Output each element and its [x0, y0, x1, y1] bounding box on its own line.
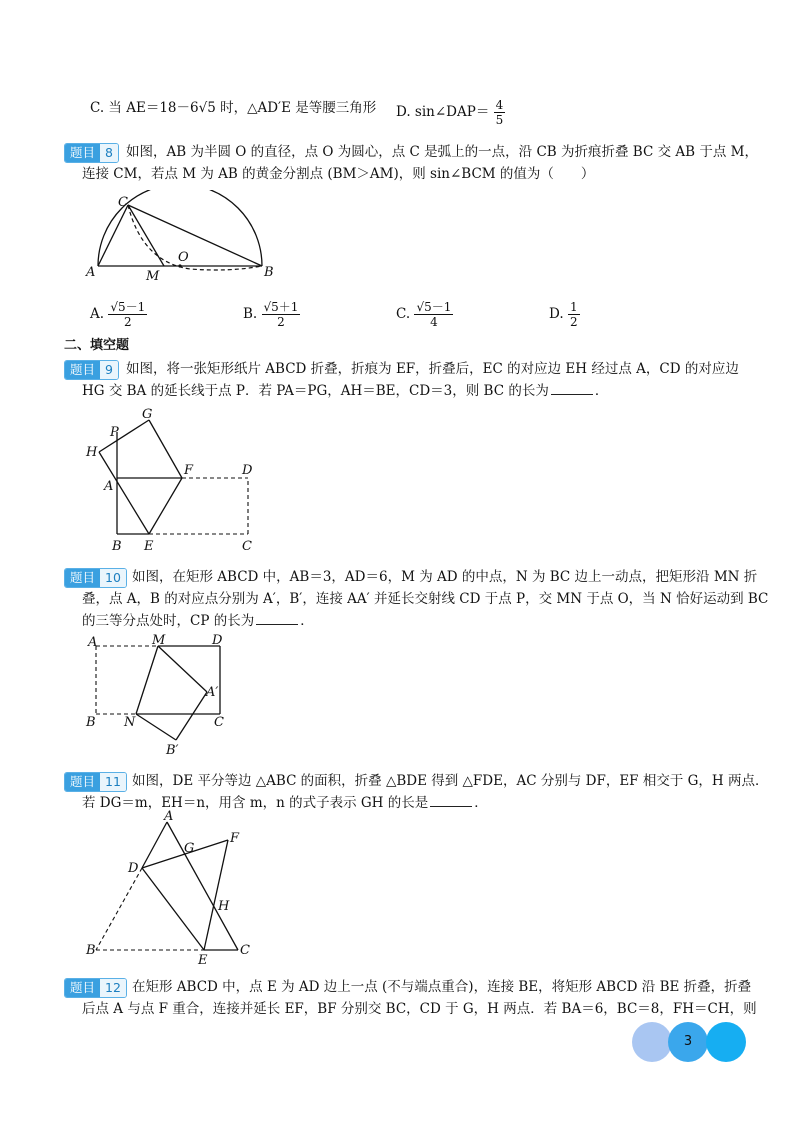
- option-fraction: [568, 300, 580, 329]
- question-tag-8: [64, 143, 119, 163]
- q7-option-d-text: D. sin∠DAP＝: [396, 104, 490, 120]
- q8-text-line2: 连接 CM，若点 M 为 AB 的黄金分割点 (BM＞AM)，则 sin∠BCM 的值为（ ）: [82, 166, 595, 182]
- q7-option-d-fraction: [494, 98, 506, 127]
- label-f: F: [230, 831, 240, 846]
- segment-b2n: [136, 714, 176, 740]
- q9-text-line1: 如图，将一张矩形纸片 ABCD 折叠，折痕为 EF，折叠后，EC 的对应边 EH 经过点 A，CD 的对应边: [126, 361, 739, 377]
- label-d: D: [128, 861, 139, 876]
- label-o: O: [178, 250, 189, 265]
- option-letter: B.: [243, 306, 258, 322]
- fraction-denominator: 4: [430, 315, 438, 329]
- q10-text-line1: 如图，在矩形 ABCD 中，AB＝3，AD＝6，M 为 AD 的中点，N 为 BC 边上一动点，把矩形沿 MN 折: [132, 569, 758, 585]
- label-h: H: [86, 445, 98, 460]
- option-letter: D.: [549, 306, 564, 322]
- label-m: M: [152, 633, 166, 648]
- label-b: B: [264, 265, 274, 280]
- q11-text: 若 DG＝m，EH＝n，用含 m，n 的式子表示 GH 的长是: [82, 795, 429, 811]
- question-tag-label: 题目: [65, 144, 100, 162]
- segment-de: [142, 868, 204, 950]
- label-d: D: [212, 633, 223, 648]
- question-tag-number: 11: [100, 773, 126, 791]
- q11-triangle-fold-figure: [80, 808, 260, 968]
- option-fraction: [414, 300, 453, 329]
- page-number-badge: [668, 1022, 708, 1062]
- section-title-fill-in: 二、填空题: [64, 338, 130, 353]
- label-g: G: [142, 407, 153, 422]
- question-tag-number: 8: [100, 144, 118, 162]
- q9-rectangle-fold-figure: [80, 400, 270, 560]
- label-m: M: [146, 269, 160, 280]
- q9-text-line2: [82, 381, 608, 401]
- label-b-prime: B′: [166, 743, 179, 758]
- page-number: 3: [683, 1034, 693, 1049]
- label-n: N: [124, 715, 136, 730]
- fraction-denominator: 2: [123, 315, 132, 329]
- answer-blank[interactable]: [430, 793, 472, 807]
- question-tag-label: 题目: [65, 569, 100, 587]
- label-h: H: [218, 899, 230, 914]
- q11-text-line1: 如图，DE 平分等边 △ABC 的面积，折叠 △BDE 得到 △FDE，AC 分别与 DF，EF 相交于 G，H 两点．: [132, 773, 769, 789]
- label-p: P: [110, 425, 119, 440]
- label-a: A: [104, 479, 114, 494]
- fraction-numerator: 4: [495, 98, 504, 112]
- segment-hg: [99, 420, 149, 452]
- option-letter: A.: [90, 306, 105, 322]
- segment-mn: [136, 646, 158, 714]
- segment-a2b2: [176, 692, 207, 740]
- q10-text: 的三等分点处时，CP 的长为: [82, 613, 255, 629]
- segment-ma2: [158, 646, 207, 692]
- label-c: C: [214, 715, 224, 730]
- label-f: F: [184, 463, 194, 478]
- question-tag-number: 12: [100, 979, 126, 997]
- q10-period: ．: [300, 613, 314, 629]
- fraction-denominator: 2: [277, 315, 285, 329]
- label-e: E: [198, 953, 208, 968]
- q8-option-b: [243, 300, 300, 329]
- q10-text-line2: 叠，点 A，B 的对应点分别为 A′，B′，连接 AA′ 并延长交射线 CD 于点 P，交 MN 于点 O，当 N 恰好运动到 BC: [82, 591, 769, 607]
- question-tag-label: 题目: [65, 361, 100, 379]
- question-tag-label: 题目: [65, 979, 100, 997]
- segment-ac: [98, 205, 128, 266]
- q9-text: HG 交 BA 的延长线于点 P．若 PA＝PG，AH＝BE，CD＝3，则 BC 的长为: [82, 383, 549, 399]
- option-fraction: [262, 300, 301, 329]
- label-c: C: [240, 943, 250, 958]
- label-g: G: [184, 841, 195, 856]
- segment-cb: [128, 205, 262, 266]
- page-badge-decoration: [632, 1022, 672, 1062]
- segment-ef: [149, 478, 182, 534]
- segment-gf: [149, 420, 182, 478]
- label-a: A: [164, 809, 174, 824]
- option-letter: C.: [396, 306, 411, 322]
- q8-semicircle-figure: [80, 190, 290, 280]
- segment-db-dashed: [96, 868, 142, 950]
- fraction-numerator: 1: [569, 300, 578, 314]
- label-d: D: [242, 463, 253, 478]
- q7-option-c: C. 当 AE＝18－6√5 时，△AD′E 是等腰三角形: [90, 100, 377, 116]
- fraction-denominator: 2: [569, 315, 578, 329]
- question-tag-11: [64, 772, 127, 792]
- q10-text-line3: [82, 611, 314, 631]
- q8-text-line1: 如图，AB 为半圆 O 的直径，点 O 为圆心，点 C 是弧上的一点，沿 CB 为折痕折叠 BC 交 AB 于点 M，: [126, 144, 758, 160]
- question-tag-label: 题目: [65, 773, 100, 791]
- q11-period: ．: [474, 795, 488, 811]
- label-a: A: [88, 635, 98, 650]
- label-e: E: [144, 539, 154, 554]
- q8-option-a: [90, 300, 147, 329]
- answer-blank[interactable]: [256, 611, 298, 625]
- q8-option-d: [549, 300, 580, 329]
- label-b: B: [86, 943, 96, 958]
- page-badge-decoration-right: [706, 1022, 746, 1062]
- option-fraction: [108, 300, 147, 329]
- fraction-numerator: √5－1: [416, 300, 452, 314]
- label-b: B: [112, 539, 122, 554]
- q12-text-line2: 后点 A 与点 F 重合，连接并延长 EF，BF 分别交 BC，CD 于 G，H 两点．若 BA＝6，BC＝8，FH＝CH，则: [82, 1001, 757, 1017]
- question-tag-number: 10: [100, 569, 126, 587]
- label-a: A: [86, 265, 96, 280]
- q9-period: ．: [594, 383, 609, 399]
- question-tag-number: 9: [100, 361, 118, 379]
- question-tag-10: [64, 568, 127, 588]
- question-tag-9: [64, 360, 119, 380]
- segment-cm: [128, 205, 164, 266]
- q10-rectangle-fold-figure: [80, 632, 240, 758]
- q8-option-c: [396, 300, 453, 329]
- q12-text-line1: 在矩形 ABCD 中，点 E 为 AD 边上一点 (不与端点重合)，连接 BE，将矩形 ABCD 沿 BE 折叠，折叠: [132, 979, 752, 995]
- label-c: C: [118, 195, 128, 210]
- label-c: C: [242, 539, 252, 554]
- fraction-denominator: 5: [495, 113, 504, 127]
- answer-blank[interactable]: [551, 381, 593, 395]
- label-b: B: [86, 715, 96, 730]
- fraction-numerator: √5－1: [110, 300, 146, 314]
- label-a-prime: A′: [206, 685, 219, 700]
- question-tag-12: [64, 978, 127, 998]
- q7-option-d: [396, 98, 505, 127]
- fraction-numerator: √5＋1: [263, 300, 299, 314]
